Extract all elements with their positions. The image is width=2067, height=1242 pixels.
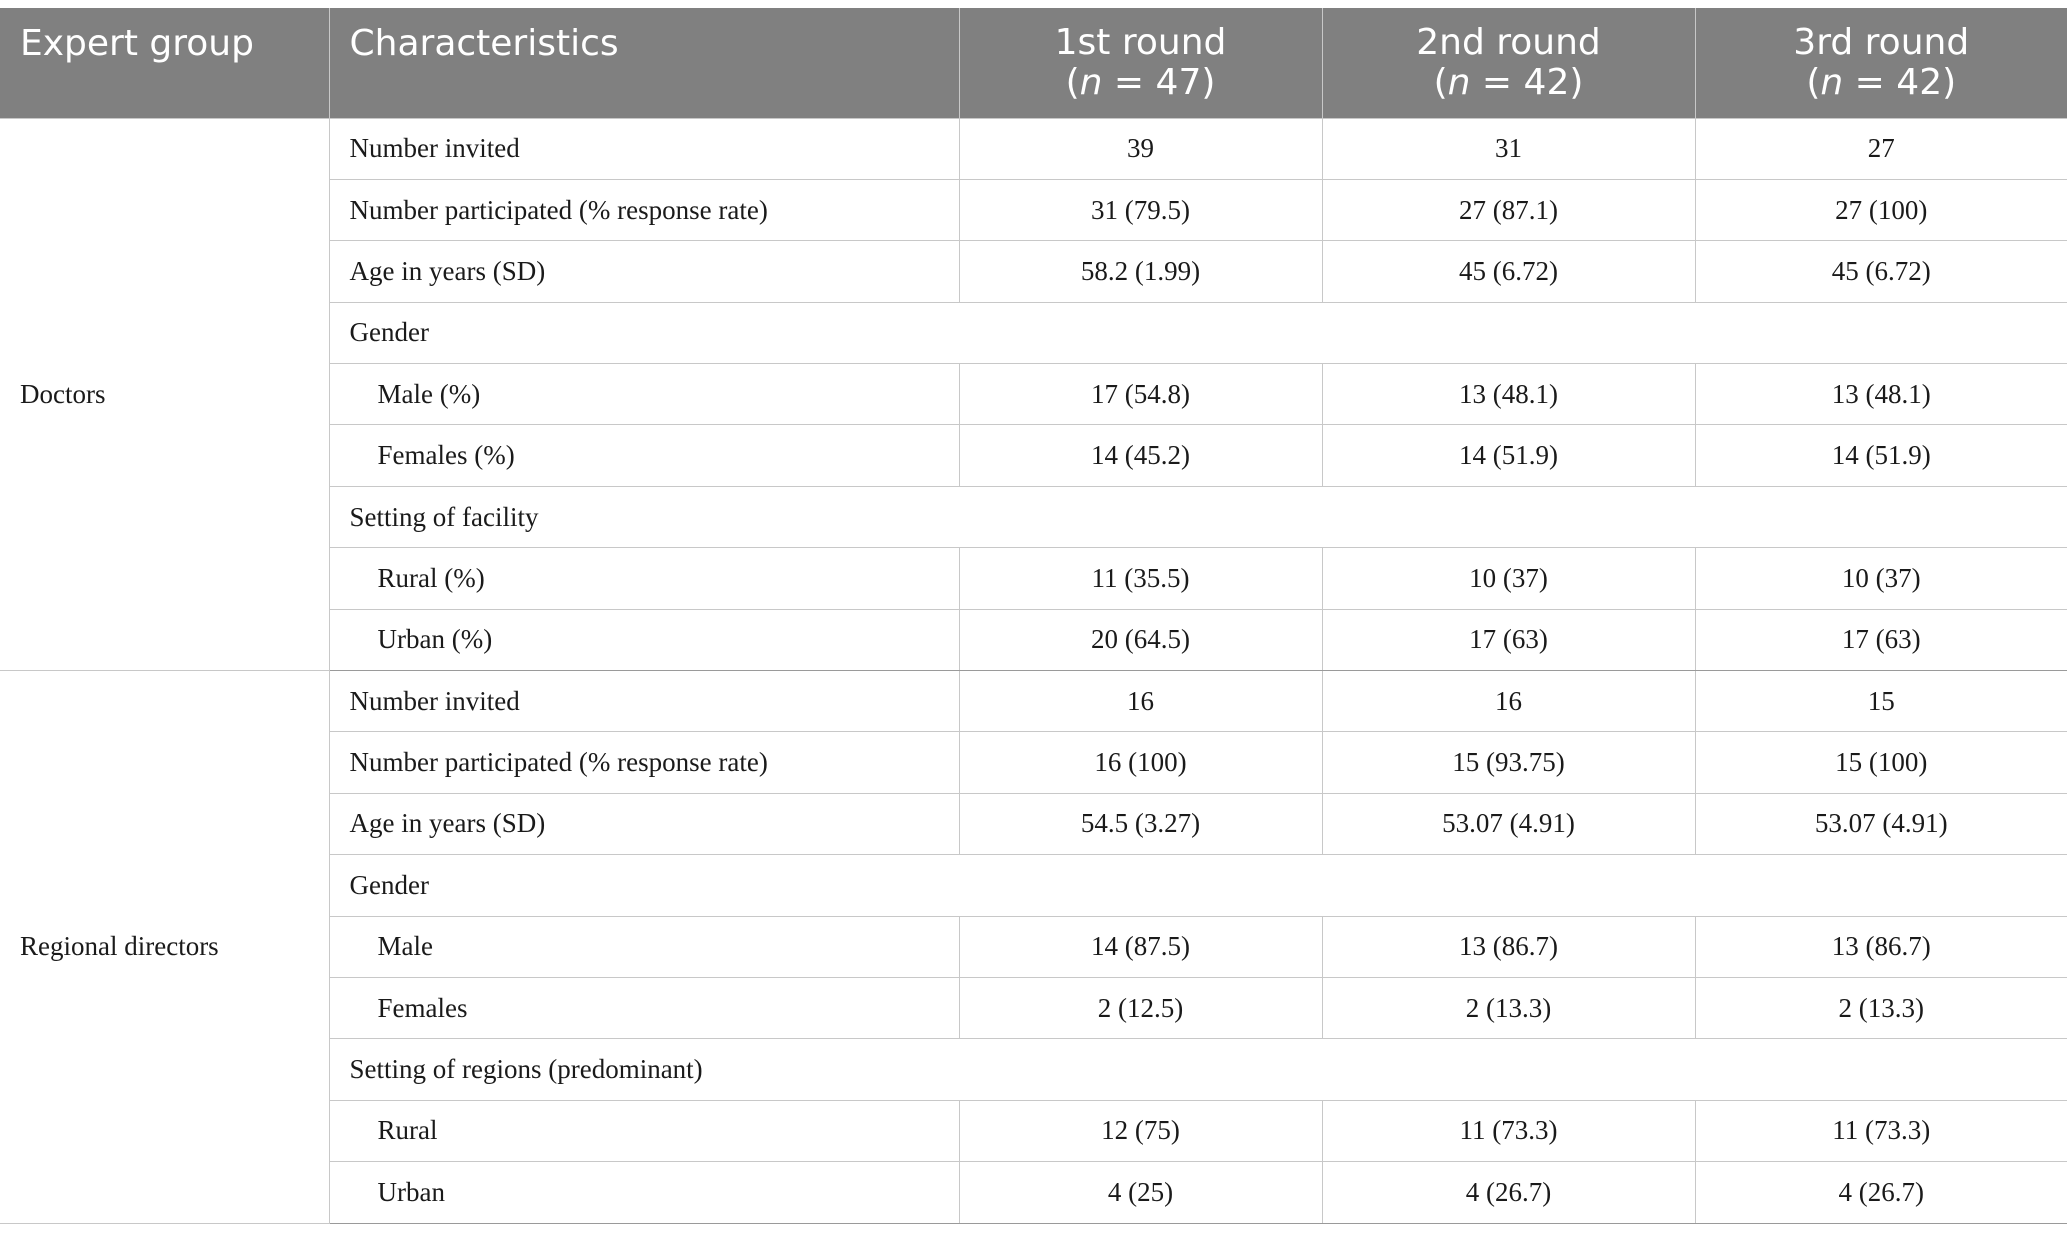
header-expert-group xyxy=(0,8,329,118)
table-header xyxy=(0,8,2067,118)
characteristic-label: Setting of facility xyxy=(329,486,2067,547)
round-2-value: 17 (63) xyxy=(1322,609,1695,670)
table-row xyxy=(0,118,2067,179)
header-round-3 xyxy=(1695,8,2067,118)
round-2-value: 53.07 (4.91) xyxy=(1322,793,1695,854)
header-round-1-label: 1st round xyxy=(1054,21,1227,63)
round-3-value: 27 (100) xyxy=(1695,179,2067,240)
header-round-2-n-value: = 42) xyxy=(1470,61,1584,103)
characteristics-table-container xyxy=(0,8,2067,1224)
round-1-value: 12 (75) xyxy=(959,1100,1322,1161)
round-2-value: 13 (86.7) xyxy=(1322,916,1695,977)
characteristic-label: Age in years (SD) xyxy=(329,241,959,302)
characteristic-label: Number participated (% response rate) xyxy=(329,732,959,793)
header-round-1 xyxy=(959,8,1322,118)
expert-group-cell: Doctors xyxy=(0,118,329,671)
round-1-value: 17 (54.8) xyxy=(959,364,1322,425)
round-2-value: 45 (6.72) xyxy=(1322,241,1695,302)
header-round-2 xyxy=(1322,8,1695,118)
round-1-value: 4 (25) xyxy=(959,1162,1322,1223)
expert-group-cell: Regional directors xyxy=(0,671,329,1224)
round-1-value: 14 (87.5) xyxy=(959,916,1322,977)
round-1-value: 20 (64.5) xyxy=(959,609,1322,670)
header-round-3-label: 3rd round xyxy=(1793,21,1970,63)
round-1-value: 39 xyxy=(959,118,1322,179)
header-round-2-label: 2nd round xyxy=(1416,21,1601,63)
header-round-3-n-value: = 42) xyxy=(1843,61,1957,103)
header-round-1-n-prefix: ( xyxy=(1065,61,1080,103)
round-2-value: 11 (73.3) xyxy=(1322,1100,1695,1161)
round-2-value: 16 xyxy=(1322,671,1695,732)
round-3-value: 45 (6.72) xyxy=(1695,241,2067,302)
header-characteristics xyxy=(329,8,959,118)
characteristic-label: Number invited xyxy=(329,118,959,179)
characteristic-label: Rural xyxy=(329,1100,959,1161)
round-3-value: 27 xyxy=(1695,118,2067,179)
round-2-value: 2 (13.3) xyxy=(1322,977,1695,1038)
round-2-value: 14 (51.9) xyxy=(1322,425,1695,486)
round-1-value: 16 (100) xyxy=(959,732,1322,793)
header-round-3-n xyxy=(1716,63,2048,103)
characteristic-label: Male xyxy=(329,916,959,977)
round-3-value: 10 (37) xyxy=(1695,548,2067,609)
characteristic-label: Number invited xyxy=(329,671,959,732)
round-1-value: 54.5 (3.27) xyxy=(959,793,1322,854)
round-1-value: 16 xyxy=(959,671,1322,732)
header-round-3-n-symbol: n xyxy=(1820,61,1844,103)
round-3-value: 11 (73.3) xyxy=(1695,1100,2067,1161)
characteristic-label: Male (%) xyxy=(329,364,959,425)
round-3-value: 2 (13.3) xyxy=(1695,977,2067,1038)
round-3-value: 17 (63) xyxy=(1695,609,2067,670)
expert-characteristics-table xyxy=(0,8,2067,1224)
header-round-2-n-prefix: ( xyxy=(1433,61,1448,103)
characteristic-label: Age in years (SD) xyxy=(329,793,959,854)
round-1-value: 14 (45.2) xyxy=(959,425,1322,486)
round-3-value: 13 (48.1) xyxy=(1695,364,2067,425)
characteristic-label: Gender xyxy=(329,855,2067,916)
characteristic-label: Urban (%) xyxy=(329,609,959,670)
characteristic-label: Females xyxy=(329,977,959,1038)
characteristic-label: Urban xyxy=(329,1162,959,1223)
round-3-value: 15 (100) xyxy=(1695,732,2067,793)
round-3-value: 15 xyxy=(1695,671,2067,732)
round-1-value: 58.2 (1.99) xyxy=(959,241,1322,302)
round-3-value: 14 (51.9) xyxy=(1695,425,2067,486)
round-1-value: 2 (12.5) xyxy=(959,977,1322,1038)
header-round-1-n-value: = 47) xyxy=(1102,61,1216,103)
header-round-1-n xyxy=(980,63,1302,103)
round-2-value: 4 (26.7) xyxy=(1322,1162,1695,1223)
characteristic-label: Gender xyxy=(329,302,2067,363)
round-2-value: 13 (48.1) xyxy=(1322,364,1695,425)
table-row xyxy=(0,671,2067,732)
header-round-1-n-symbol: n xyxy=(1079,61,1103,103)
round-2-value: 31 xyxy=(1322,118,1695,179)
header-round-2-n-symbol: n xyxy=(1447,61,1471,103)
round-3-value: 53.07 (4.91) xyxy=(1695,793,2067,854)
round-2-value: 15 (93.75) xyxy=(1322,732,1695,793)
characteristic-label: Females (%) xyxy=(329,425,959,486)
round-3-value: 13 (86.7) xyxy=(1695,916,2067,977)
characteristic-label: Rural (%) xyxy=(329,548,959,609)
round-2-value: 10 (37) xyxy=(1322,548,1695,609)
round-1-value: 31 (79.5) xyxy=(959,179,1322,240)
round-3-value: 4 (26.7) xyxy=(1695,1162,2067,1223)
header-expert-group-label: Expert group xyxy=(20,23,254,64)
table-body xyxy=(0,118,2067,1223)
round-1-value: 11 (35.5) xyxy=(959,548,1322,609)
characteristic-label: Number participated (% response rate) xyxy=(329,179,959,240)
characteristic-label: Setting of regions (predominant) xyxy=(329,1039,2067,1100)
header-row xyxy=(0,8,2067,118)
header-round-3-n-prefix: ( xyxy=(1806,61,1821,103)
round-2-value: 27 (87.1) xyxy=(1322,179,1695,240)
header-characteristics-label: Characteristics xyxy=(349,23,619,64)
header-round-2-n xyxy=(1343,63,1675,103)
